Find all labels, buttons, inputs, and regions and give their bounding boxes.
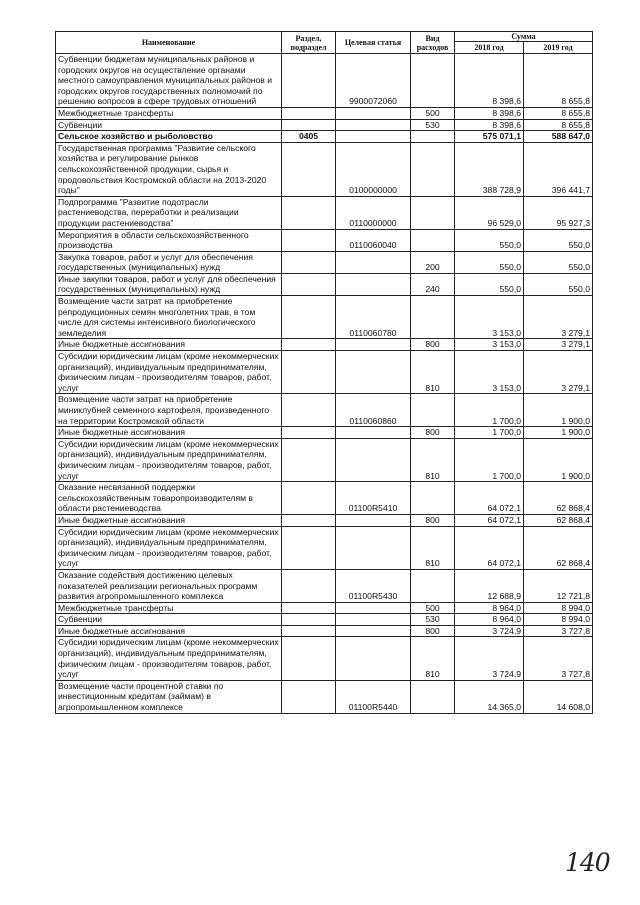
row-target-cell — [336, 602, 411, 614]
row-sum-2018-cell: 96 529,0 — [455, 196, 524, 229]
row-sum-2018-cell: 3 153,0 — [455, 351, 524, 394]
row-sum-2018-cell: 550,0 — [455, 273, 524, 295]
row-section-cell — [282, 625, 336, 637]
row-sum-2018-cell: 575 071,1 — [455, 131, 524, 143]
table-row — [56, 637, 593, 680]
row-sum-2018-cell: 8 398,6 — [455, 119, 524, 131]
row-target-cell: 01100R5410 — [336, 482, 411, 515]
table-row — [56, 142, 593, 196]
table-row — [56, 339, 593, 351]
row-section-cell — [282, 637, 336, 680]
row-section-cell — [282, 251, 336, 273]
table-row — [56, 526, 593, 569]
row-sum-2019-cell: 396 441,7 — [524, 142, 593, 196]
row-target-cell — [336, 273, 411, 295]
row-sum-2018-cell: 64 072,1 — [455, 514, 524, 526]
row-type-cell: 500 — [411, 107, 455, 119]
row-sum-2018-cell: 550,0 — [455, 229, 524, 251]
table-row — [56, 251, 593, 273]
row-sum-2019-cell: 550,0 — [524, 229, 593, 251]
row-section-cell — [282, 526, 336, 569]
row-name-cell: Субсидии юридическим лицам (кроме некоммерческих организаций), индивидуальным предпринимателям, физическим лицам - производителям товаров, работ, услуг — [56, 438, 282, 481]
row-target-cell — [336, 351, 411, 394]
row-target-cell — [336, 637, 411, 680]
row-sum-2019-cell: 3 727,8 — [524, 625, 593, 637]
table-row — [56, 394, 593, 427]
row-name-cell: Иные бюджетные ассигнования — [56, 625, 282, 637]
row-target-cell — [336, 526, 411, 569]
row-name-cell: Межбюджетные трансферты — [56, 602, 282, 614]
row-type-cell: 800 — [411, 427, 455, 439]
row-sum-2019-cell: 8 994,0 — [524, 602, 593, 614]
table-row — [56, 296, 593, 339]
row-sum-2018-cell: 64 072,1 — [455, 482, 524, 515]
row-sum-2019-cell: 62 868,4 — [524, 526, 593, 569]
row-sum-2018-cell: 3 153,0 — [455, 296, 524, 339]
row-name-cell: Сельское хозяйство и рыболовство — [56, 131, 282, 143]
row-name-cell: Возмещение части затрат на приобретение репродукционных семян многолетних трав, в том числе для системы интенсивного биологического земледелия — [56, 296, 282, 339]
row-section-cell — [282, 296, 336, 339]
row-sum-2018-cell: 12 688,9 — [455, 569, 524, 602]
row-sum-2018-cell: 8 398,6 — [455, 54, 524, 108]
header-year-2019: 2019 год — [524, 42, 593, 54]
row-sum-2019-cell: 62 868,4 — [524, 514, 593, 526]
table-row — [56, 351, 593, 394]
table-row — [56, 514, 593, 526]
row-section-cell: 0405 — [282, 131, 336, 143]
row-sum-2019-cell: 8 655,8 — [524, 119, 593, 131]
row-sum-2018-cell: 8 964,0 — [455, 614, 524, 626]
row-type-cell — [411, 569, 455, 602]
row-target-cell: 01100R5440 — [336, 680, 411, 713]
header-section: Раздел, подраздел — [282, 32, 336, 54]
page-number: 140 — [565, 848, 610, 877]
row-target-cell: 0110060780 — [336, 296, 411, 339]
row-section-cell — [282, 482, 336, 515]
row-section-cell — [282, 602, 336, 614]
row-type-cell — [411, 131, 455, 143]
row-sum-2018-cell: 8 964,0 — [455, 602, 524, 614]
row-sum-2018-cell: 3 153,0 — [455, 339, 524, 351]
row-type-cell — [411, 680, 455, 713]
row-name-cell: Иные бюджетные ассигнования — [56, 339, 282, 351]
row-section-cell — [282, 680, 336, 713]
header-year-2018: 2018 год — [455, 42, 524, 54]
row-type-cell — [411, 229, 455, 251]
row-sum-2018-cell: 550,0 — [455, 251, 524, 273]
row-sum-2019-cell: 3 279,1 — [524, 351, 593, 394]
row-type-cell: 530 — [411, 119, 455, 131]
row-section-cell — [282, 273, 336, 295]
row-target-cell — [336, 339, 411, 351]
row-name-cell: Иные закупки товаров, работ и услуг для обеспечения государственных (муниципальных) нужд — [56, 273, 282, 295]
table-row — [56, 54, 593, 108]
row-target-cell — [336, 107, 411, 119]
row-sum-2019-cell: 95 927,3 — [524, 196, 593, 229]
row-target-cell: 9900072060 — [336, 54, 411, 108]
row-target-cell: 0110060040 — [336, 229, 411, 251]
row-type-cell: 800 — [411, 514, 455, 526]
header-sum: Сумма — [455, 32, 593, 42]
row-sum-2019-cell: 14 608,0 — [524, 680, 593, 713]
row-name-cell: Подпрограмма "Развитие подотрасли растениеводства, переработки и реализации продукции растениеводства" — [56, 196, 282, 229]
row-sum-2019-cell: 8 994,0 — [524, 614, 593, 626]
row-target-cell — [336, 427, 411, 439]
row-name-cell: Субвенции — [56, 614, 282, 626]
row-name-cell: Возмещение части процентной ставки по инвестиционным кредитам (займам) в агропромышленном комплексе — [56, 680, 282, 713]
table-row — [56, 273, 593, 295]
row-type-cell: 810 — [411, 351, 455, 394]
row-sum-2018-cell: 1 700,0 — [455, 394, 524, 427]
row-target-cell — [336, 251, 411, 273]
row-name-cell: Иные бюджетные ассигнования — [56, 514, 282, 526]
row-section-cell — [282, 514, 336, 526]
row-name-cell: Мероприятия в области сельскохозяйственного производства — [56, 229, 282, 251]
row-section-cell — [282, 196, 336, 229]
row-sum-2019-cell: 8 655,8 — [524, 54, 593, 108]
row-sum-2019-cell: 550,0 — [524, 251, 593, 273]
row-name-cell: Субвенции — [56, 119, 282, 131]
row-type-cell — [411, 54, 455, 108]
row-target-cell: 0110000000 — [336, 196, 411, 229]
table-header — [56, 32, 593, 54]
row-section-cell — [282, 614, 336, 626]
header-target: Целевая статья — [336, 32, 411, 54]
row-name-cell: Субвенции бюджетам муниципальных районов и городских округов на осуществление органами местного самоуправления муниципальных районов и городских округов государственных полномочий по решению вопросов в сфере трудовых отношений — [56, 54, 282, 108]
row-sum-2019-cell: 1 900,0 — [524, 394, 593, 427]
row-name-cell: Государственная программа "Развитие сельского хозяйства и регулирование рынков сельскохозяйственной продукции, сырья и продовольствия Костромской области на 2013-2020 годы" — [56, 142, 282, 196]
table-row — [56, 625, 593, 637]
budget-table — [55, 31, 593, 714]
table-row — [56, 427, 593, 439]
table-row — [56, 131, 593, 143]
table-row — [56, 569, 593, 602]
row-name-cell: Иные бюджетные ассигнования — [56, 427, 282, 439]
row-target-cell — [336, 131, 411, 143]
table-row — [56, 482, 593, 515]
row-type-cell: 810 — [411, 637, 455, 680]
row-target-cell — [336, 625, 411, 637]
table-row — [56, 680, 593, 713]
table-row — [56, 229, 593, 251]
row-section-cell — [282, 438, 336, 481]
row-sum-2019-cell: 588 647,0 — [524, 131, 593, 143]
row-type-cell — [411, 196, 455, 229]
row-type-cell: 200 — [411, 251, 455, 273]
table-row — [56, 602, 593, 614]
row-target-cell: 0100000000 — [336, 142, 411, 196]
row-sum-2018-cell: 3 724,9 — [455, 637, 524, 680]
row-section-cell — [282, 569, 336, 602]
row-sum-2018-cell: 1 700,0 — [455, 438, 524, 481]
row-sum-2019-cell: 3 279,1 — [524, 296, 593, 339]
table-row — [56, 438, 593, 481]
table-row — [56, 107, 593, 119]
row-sum-2018-cell: 3 724,9 — [455, 625, 524, 637]
row-name-cell: Субсидии юридическим лицам (кроме некоммерческих организаций), индивидуальным предпринимателям, физическим лицам - производителям товаров, работ, услуг — [56, 637, 282, 680]
row-target-cell: 0110060860 — [336, 394, 411, 427]
row-type-cell: 500 — [411, 602, 455, 614]
row-sum-2019-cell: 3 727,8 — [524, 637, 593, 680]
table-row — [56, 119, 593, 131]
row-type-cell: 810 — [411, 438, 455, 481]
row-name-cell: Возмещение части затрат на приобретение миниклубней семенного картофеля, произведенного на территории Костромской области — [56, 394, 282, 427]
row-sum-2019-cell: 3 279,1 — [524, 339, 593, 351]
row-type-cell: 810 — [411, 526, 455, 569]
header-name: Наименование — [56, 32, 282, 54]
table-body — [56, 54, 593, 714]
row-type-cell: 530 — [411, 614, 455, 626]
row-name-cell: Закупка товаров, работ и услуг для обеспечения государственных (муниципальных) нужд — [56, 251, 282, 273]
row-type-cell: 800 — [411, 339, 455, 351]
table-row — [56, 196, 593, 229]
row-section-cell — [282, 107, 336, 119]
row-section-cell — [282, 54, 336, 108]
row-target-cell: 01100R5430 — [336, 569, 411, 602]
row-name-cell: Оказание содействия достижению целевых показателей реализации региональных программ развития агропромышленного комплекса — [56, 569, 282, 602]
row-sum-2019-cell: 550,0 — [524, 273, 593, 295]
row-section-cell — [282, 351, 336, 394]
row-type-cell — [411, 296, 455, 339]
header-type: Вид расходов — [411, 32, 455, 54]
budget-table-container — [55, 31, 592, 714]
row-target-cell — [336, 119, 411, 131]
row-sum-2018-cell: 64 072,1 — [455, 526, 524, 569]
row-target-cell — [336, 614, 411, 626]
row-section-cell — [282, 394, 336, 427]
row-sum-2018-cell: 388 728,9 — [455, 142, 524, 196]
row-name-cell: Субсидии юридическим лицам (кроме некоммерческих организаций), индивидуальным предпринимателям, физическим лицам - производителям товаров, работ, услуг — [56, 526, 282, 569]
table-row — [56, 614, 593, 626]
row-sum-2018-cell: 8 398,6 — [455, 107, 524, 119]
row-type-cell: 240 — [411, 273, 455, 295]
row-section-cell — [282, 119, 336, 131]
row-sum-2019-cell: 1 900,0 — [524, 427, 593, 439]
row-sum-2019-cell: 12 721,8 — [524, 569, 593, 602]
row-name-cell: Оказание несвязанной поддержки сельскохозяйственным товаропроизводителям в области растениеводства — [56, 482, 282, 515]
row-type-cell — [411, 482, 455, 515]
row-section-cell — [282, 427, 336, 439]
row-type-cell — [411, 142, 455, 196]
row-target-cell — [336, 438, 411, 481]
row-section-cell — [282, 229, 336, 251]
row-target-cell — [336, 514, 411, 526]
row-type-cell — [411, 394, 455, 427]
row-sum-2019-cell: 8 655,8 — [524, 107, 593, 119]
row-sum-2018-cell: 1 700,0 — [455, 427, 524, 439]
row-sum-2019-cell: 62 868,4 — [524, 482, 593, 515]
row-section-cell — [282, 142, 336, 196]
row-sum-2019-cell: 1 900,0 — [524, 438, 593, 481]
row-type-cell: 800 — [411, 625, 455, 637]
row-name-cell: Межбюджетные трансферты — [56, 107, 282, 119]
row-section-cell — [282, 339, 336, 351]
row-name-cell: Субсидии юридическим лицам (кроме некоммерческих организаций), индивидуальным предпринимателям, физическим лицам - производителям товаров, работ, услуг — [56, 351, 282, 394]
row-sum-2018-cell: 14 365,0 — [455, 680, 524, 713]
